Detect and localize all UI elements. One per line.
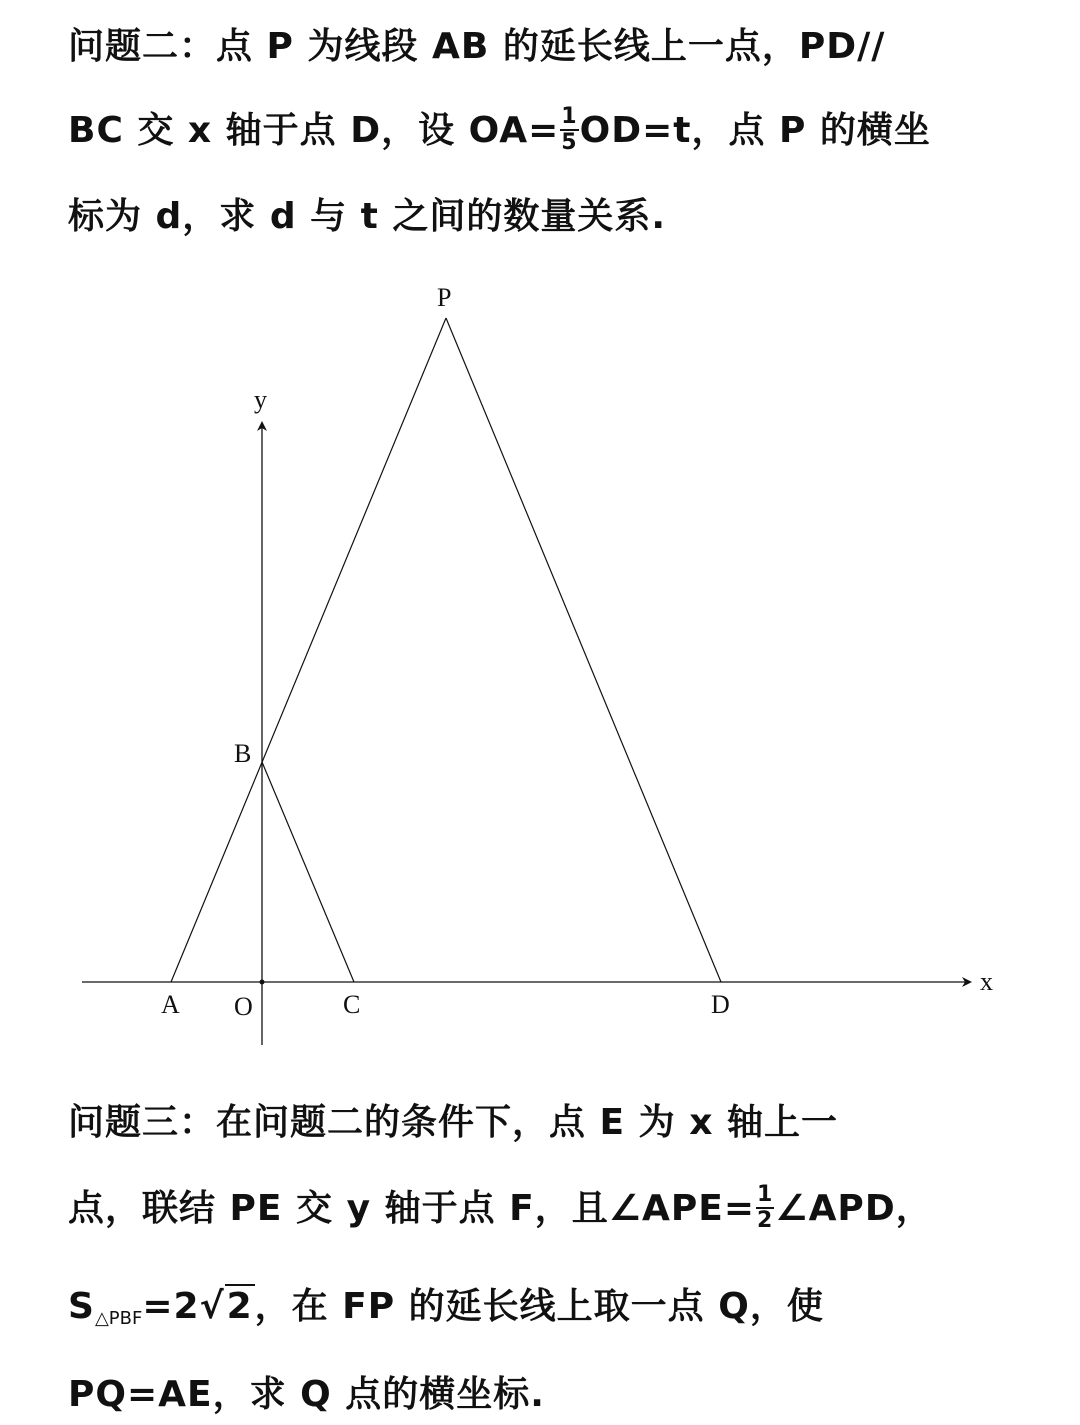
square-root (200, 1286, 255, 1327)
radical-sign: √ (199, 1286, 225, 1327)
problem-two-line-1: 问题二：点 P 为线段 AB 的延长线上一点，PD∕∕ (68, 26, 886, 67)
label-p: P (437, 283, 452, 312)
fraction-one-fifth (560, 105, 578, 155)
fraction-denominator: 2 (756, 1208, 774, 1233)
fraction-numerator: 1 (756, 1182, 774, 1207)
segment-pd (446, 318, 721, 982)
problem-three-line-2-start: 点，联结 PE 交 y 轴于点 F，且∠APE= (68, 1188, 755, 1229)
fraction-denominator: 5 (561, 130, 578, 155)
radicand: 2 (226, 1286, 253, 1327)
problem-three-line-2 (68, 1180, 933, 1235)
fraction-numerator: 1 (561, 104, 578, 129)
problem-three-line-1: 问题三：在问题二的条件下，点 E 为 x 轴上一 (68, 1102, 838, 1143)
segment-bc (262, 762, 354, 982)
problem-two-line-2-end: OD=t，点 P 的横坐 (579, 110, 931, 151)
problem-two-line-2 (68, 102, 931, 157)
geometry-figure (0, 270, 1080, 1060)
problem-three-line-3-end: ，在 FP 的延长线上取一点 Q，使 (254, 1286, 824, 1327)
area-subscript: △PBF (94, 1308, 143, 1329)
problem-two-line-3: 标为 d，求 d 与 t 之间的数量关系. (68, 196, 667, 237)
label-c: C (343, 990, 361, 1019)
area-symbol: S (68, 1286, 95, 1327)
problem-two-line-2-start: BC 交 x 轴于点 D，设 OA= (68, 110, 560, 151)
problem-three-line-2-end: ∠APD， (775, 1188, 933, 1229)
fraction-one-half (756, 1183, 774, 1233)
label-x: x (980, 967, 993, 996)
label-b: B (234, 739, 252, 768)
segment-ap (171, 318, 446, 982)
label-y: y (254, 385, 267, 414)
problem-three-line-4: PQ=AE，求 Q 点的横坐标. (68, 1374, 545, 1415)
origin-point (260, 980, 265, 985)
label-d: D (711, 990, 730, 1019)
area-equals: =2 (142, 1286, 200, 1327)
label-o: O (234, 992, 253, 1021)
label-a: A (161, 990, 180, 1019)
problem-three-line-3 (68, 1278, 824, 1329)
